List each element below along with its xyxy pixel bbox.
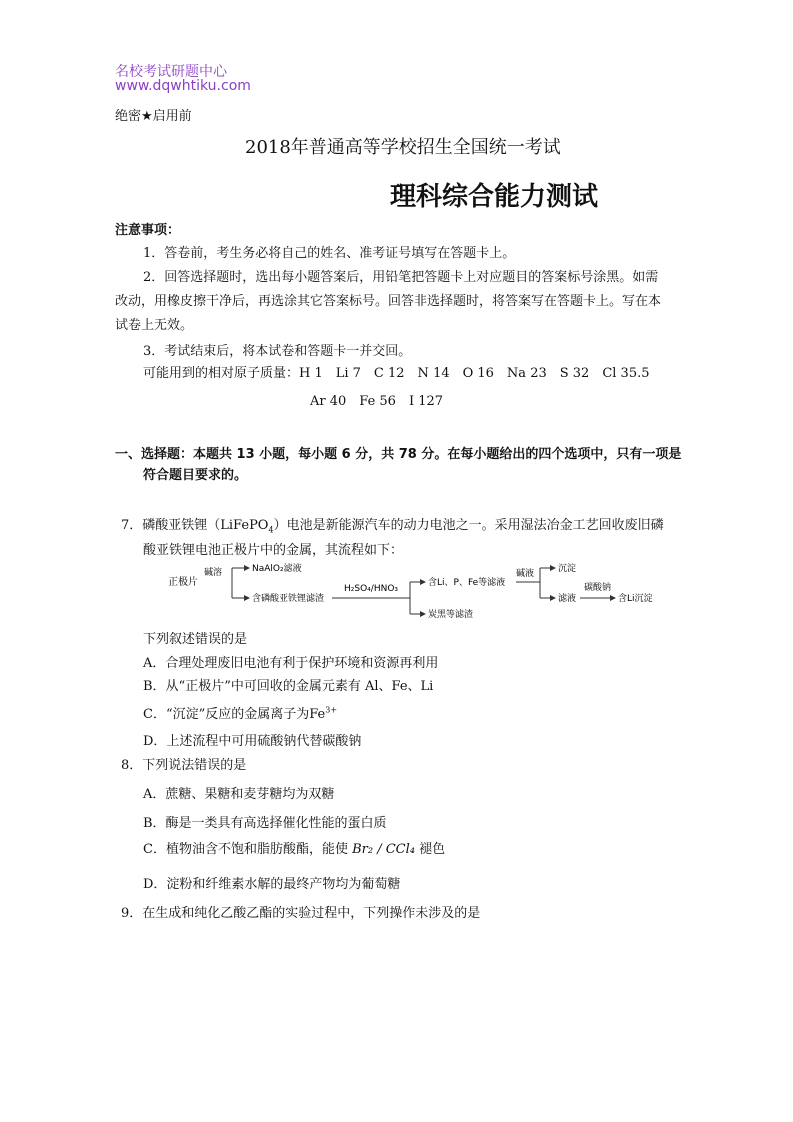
flow-out-5: 沉淀: [558, 564, 577, 574]
q8-option-c: C．植物油含不饱和脂肪酸酯，能使 Br₂ / CCl₄ 褪色: [143, 842, 446, 857]
atomic-masses-line-2: Ar 40 Fe 56 I 127: [310, 394, 444, 409]
flow-step-4: 碳酸钠: [584, 583, 612, 593]
q7-option-a: A．合理处理废旧电池有利于保护环境和资源再利用: [143, 656, 439, 671]
section-heading-line-1: 一、选择题：本题共 13 小题，每小题 6 分，共 78 分。在每小题给出的四个选项中，只有一项是: [115, 447, 682, 462]
flow-out-7: 含Li沉淀: [618, 594, 653, 604]
flow-out-4: 炭黑等滤渣: [428, 610, 474, 620]
q7-flowchart: [160, 558, 680, 622]
notes-item-2-line-2: 改动，用橡皮擦干净后，再选涂其它答案标号。回答非选择题时，将答案写在答题卡上。写在本: [115, 294, 662, 309]
q8-option-b: B．酶是一类具有高选择催化性能的蛋白质: [143, 816, 387, 831]
notes-item-2-line-1: 2．回答选择题时，选出每小题答案后，用铅笔把答题卡上对应题目的答案标号涂黑。如需: [143, 270, 659, 285]
q8-stem: 8．下列说法错误的是: [121, 758, 247, 773]
flow-out-2: 含磷酸亚铁锂滤渣: [252, 594, 325, 604]
exam-subtitle: 理科综合能力测试: [390, 182, 599, 212]
notes-item-3: 3．考试结束后，将本试卷和答题卡一并交回。: [143, 344, 412, 359]
q7-ask: 下列叙述错误的是: [143, 632, 248, 647]
flow-step-2: H₂SO₄/HNO₃: [344, 584, 399, 594]
notes-heading: 注意事项：: [115, 223, 181, 238]
q9-stem: 9．在生成和纯化乙酸乙酯的实验过程中，下列操作未涉及的是: [121, 906, 481, 921]
flow-step-3: 碱液: [516, 569, 535, 579]
flow-out-6: 滤液: [558, 594, 577, 604]
secret-label: 绝密★启用前: [115, 109, 192, 124]
exam-title: 2018年普通高等学校招生全国统一考试: [245, 137, 561, 158]
notes-item-1: 1．答卷前，考生务必将自己的姓名、准考证号填写在答题卡上。: [143, 246, 516, 261]
watermark-name: 名校考试研题中心: [115, 64, 227, 80]
q7-option-d: D．上述流程中可用硫酸钠代替碳酸钠: [143, 734, 362, 749]
arrow-icon: [550, 565, 556, 571]
flow-start: 正极片: [168, 577, 198, 588]
q8-option-a: A．蔗糖、果糖和麦芽糖均为双糖: [143, 787, 335, 802]
arrow-icon: [610, 595, 616, 601]
q7-stem-line-2: 酸亚铁锂电池正极片中的金属，其流程如下：: [143, 543, 404, 558]
flow-out-3: 含Li、P、Fe等滤液: [428, 578, 506, 588]
flow-step-1: 碱溶: [204, 568, 223, 578]
arrow-icon: [244, 595, 250, 601]
arrow-icon: [420, 611, 426, 617]
notes-item-2-line-3: 试卷上无效。: [115, 318, 194, 333]
section-heading-line-2: 符合题目要求的。: [143, 468, 248, 483]
arrow-icon: [244, 565, 250, 571]
arrow-icon: [550, 595, 556, 601]
arrow-icon: [420, 579, 426, 585]
watermark-url[interactable]: www.dqwhtiku.com: [115, 78, 251, 94]
q7-option-c: C．“沉淀”反应的金属离子为$Fe^{3+}$: [143, 705, 338, 722]
q7-stem-line-1: 7．磷酸亚铁锂（LiFePO$_4$）电池是新能源汽车的动力电池之一。采用湿法冶金工艺回收废旧磷: [121, 518, 664, 535]
q8-option-d: D．淀粉和纤维素水解的最终产物均为葡萄糖: [143, 877, 401, 892]
flow-out-1: NaAlO₂滤液: [252, 564, 302, 574]
atomic-masses-line-1: 可能用到的相对原子质量：H 1 Li 7 C 12 N 14 O 16 Na 23 S 32 Cl 35.5: [143, 366, 650, 381]
q7-option-b: B．从“正极片”中可回收的金属元素有 Al、Fe、Li: [143, 679, 434, 694]
